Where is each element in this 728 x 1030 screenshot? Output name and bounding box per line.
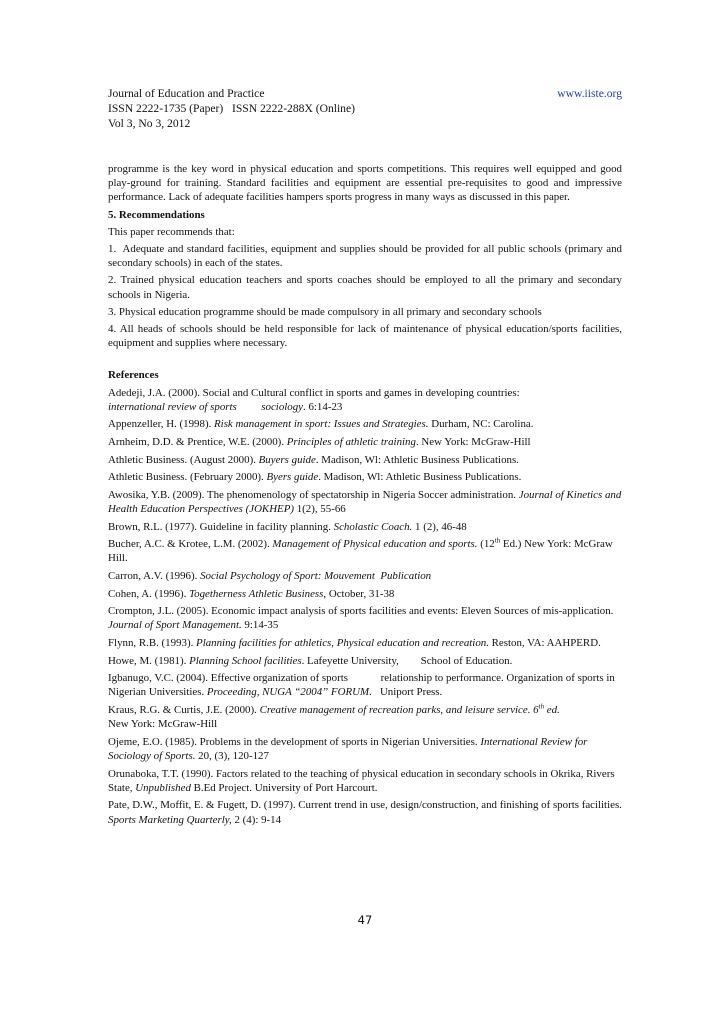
reference-item: Ojeme, E.O. (1985). Problems in the development of sports in Nigerian Universities. International Review for Sociology of Sports. 20, (3), 120-127 [108, 735, 588, 762]
recommendations-lead: This paper recommends that: [108, 225, 235, 238]
recommendations-heading: 5. Recommendations [108, 208, 205, 221]
recommendation-item: 2. Trained physical education teachers and sports coaches should be employed to all the primary and secondary schools in Nigeria. [108, 274, 622, 301]
reference-item: Carron, A.V. (1996). Social Psychology of Sport: Mouvement Publication [108, 570, 432, 582]
reference-item: Cohen, A. (1996). Togetherness Athletic Business, October, 31-38 [108, 587, 395, 600]
reference-item: Athletic Business. (February 2000). Byers guide. Madison, Wl: Athletic Business Publications. [108, 471, 522, 484]
reference-item: Crompton, J.L. (2005). Economic impact analysis of sports facilities and events: Eleven Sources of mis-application. Journal of Sport Management. 9:14-35 [108, 605, 614, 632]
references-heading: References [108, 369, 159, 382]
article-body [108, 162, 653, 830]
journal-title: Journal of Education and Practice [108, 87, 265, 100]
recommendation-item: 4. All heads of schools should be held responsible for lack of maintenance of physical education/sports facilities, equipment and supplies where necessary. [108, 323, 622, 350]
reference-item: Kraus, R.G. & Curtis, J.E. (2000). Creative management of recreation parks, and leisure service. 6th ed. New York: McGraw-Hill [108, 702, 560, 731]
volume-line: Vol 3, No 3, 2012 [108, 117, 191, 130]
journal-url-link[interactable]: www.iiste.org [557, 87, 622, 100]
reference-item: Brown, R.L. (1977). Guideline in facility planning. Scholastic Coach. 1 (2), 46-48 [108, 520, 467, 533]
reference-item: Bucher, A.C. & Krotee, L.M. (2002). Management of Physical education and sports. (12th Ed.) New York: McGraw Hill. [108, 536, 613, 565]
reference-item: Orunaboka, T.T. (1990). Factors related to the teaching of physical education in secondary schools in Okrika, Rivers State, Unpublished B.Ed Project. University of Port Harcourt. [108, 767, 615, 794]
recommendation-item: 1. Adequate and standard facilities, equipment and supplies should be provided for all public schools (primary and secondary schools) in each of the states. [108, 243, 625, 270]
reference-item: Arnheim, D.D. & Prentice, W.E. (2000). Principles of athletic training. New York: McGraw-Hill [108, 436, 531, 449]
reference-item: Pate, D.W., Moffit, E. & Fugett, D. (1997). Current trend in use, design/construction, and finishing of sports facilities. Sports Marketing Quarterly, 2 (4): 9-14 [108, 799, 622, 826]
recommendation-item: 3. Physical education programme should be made compulsory in all primary and secondary schools [108, 305, 542, 318]
reference-item: Appenzeller, H. (1998). Risk management in sport: Issues and Strategies. Durham, NC: Carolina. [108, 418, 534, 431]
issn-line: ISSN 2222-1735 (Paper) ISSN 2222-288X (Online) [108, 102, 355, 115]
reference-item: Igbanugo, V.C. (2004). Effective organization of sports relationship to performance. Organization of sports in Nigerian Universities. Proceeding, NUGA “2004” FORUM. Uniport Press. [108, 672, 653, 699]
reference-item: Athletic Business. (August 2000). Buyers guide. Madison, Wl: Athletic Business Publications. [108, 453, 519, 466]
journal-header [108, 86, 622, 131]
reference-item: Awosika, Y.B. (2009). The phenomenology of spectatorship in Nigeria Soccer administration. Journal of Kinetics and Health Education Perspectives (JOKHEP) 1(2), 55-66 [108, 488, 644, 516]
reference-item: Howe, M. (1981). Planning School facilities. Lafeyette University, School of Education. [108, 654, 513, 667]
page-number: 47 [357, 913, 373, 927]
reference-item: Adedeji, J.A. (2000). Social and Cultural conflict in sports and games in developing countries: international review of sports sociology. 6:14-23 [108, 386, 520, 413]
intro-paragraph: programme is the key word in physical education and sports competitions. This requires well equipped and good play-ground for training. Standard facilities and equipment are essential pre-requisites to good and impressive performance. Lack of adequate facilities hampers sports progress in many ways as discussed in this paper. [108, 163, 622, 204]
reference-item: Flynn, R.B. (1993). Planning facilities for athletics, Physical education and recreation. Reston, VA: AAHPERD. [108, 636, 601, 649]
